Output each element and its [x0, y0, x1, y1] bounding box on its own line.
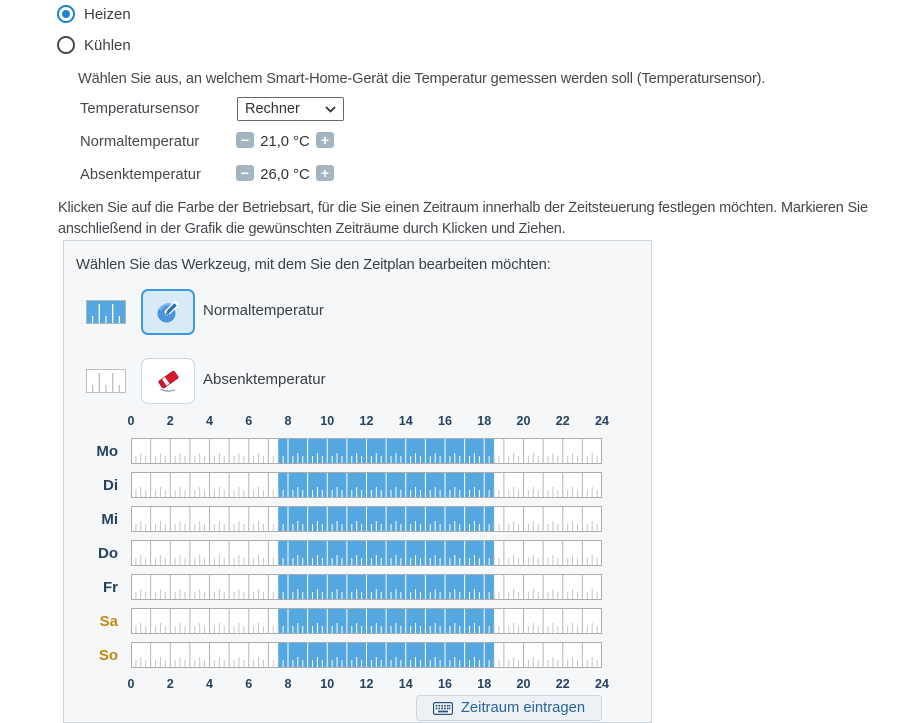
schedule-row-mi	[64, 506, 624, 532]
temperature-sensor-select[interactable]	[237, 97, 344, 121]
day-track-sa[interactable]	[131, 608, 602, 634]
day-track-mi[interactable]	[131, 506, 602, 532]
day-label-do: Do	[98, 544, 118, 562]
mode-radio-heizen[interactable]	[57, 5, 131, 23]
hour-label-16: 16	[438, 677, 452, 691]
schedule-instruction-text: Klicken Sie auf die Farbe der Betriebsart, für die Sie einen Zeitraum innerhalb der Zeitsteuerung festlegen möchten. Markieren Sie anschließend in der Grafik die gewünschten Zeiträume durch Klicken und Ziehen.	[58, 200, 868, 237]
hour-label-20: 20	[516, 414, 531, 428]
schedule-row-fr	[64, 574, 624, 600]
hour-label-2: 2	[166, 414, 174, 428]
day-track-so[interactable]	[131, 642, 602, 668]
day-label-di: Di	[103, 476, 118, 494]
hour-label-18: 18	[477, 414, 492, 428]
normaltemperatur-color-swatch[interactable]	[86, 300, 126, 324]
day-track-do[interactable]	[131, 540, 602, 566]
schedule-grid	[64, 411, 624, 696]
hour-label-22: 22	[555, 677, 570, 691]
absenktemperatur-color-swatch[interactable]	[86, 369, 126, 393]
hour-labels-top	[64, 411, 624, 438]
chevron-down-icon	[325, 106, 336, 113]
hour-label-24: 24	[595, 677, 609, 691]
hour-label-6: 6	[245, 414, 253, 428]
radio-icon	[57, 5, 75, 23]
hour-label-22: 22	[555, 414, 570, 428]
day-label-mo: Mo	[96, 442, 118, 460]
hour-label-0: 0	[127, 677, 135, 691]
hour-label-8: 8	[284, 414, 292, 428]
day-label-fr: Fr	[103, 578, 118, 596]
mode-radio-kuehlen[interactable]	[57, 36, 131, 54]
mode-radio-heizen-label: Heizen	[84, 5, 131, 23]
hour-label-4: 4	[206, 414, 213, 428]
absenk-temperature-value: 26,0 °C	[260, 167, 310, 183]
temperature-sensor-value: Rechner	[245, 101, 300, 117]
eraser-tool-button[interactable]	[141, 358, 195, 404]
schedule-row-sa	[64, 608, 624, 634]
schedule-row-do	[64, 540, 624, 566]
pen-tool-label: Normaltemperatur	[203, 302, 324, 319]
day-track-di[interactable]	[131, 472, 602, 498]
hour-label-10: 10	[320, 414, 335, 428]
day-label-so: So	[98, 646, 118, 664]
radio-icon	[57, 36, 75, 54]
hour-label-0: 0	[127, 414, 135, 428]
tool-row-absenktemperatur	[64, 358, 651, 404]
hour-label-12: 12	[359, 414, 374, 428]
schedule-row-so	[64, 642, 624, 668]
pen-tool-button[interactable]	[141, 289, 195, 335]
absenk-temperature-label: Absenktemperatur	[80, 167, 201, 183]
normal-temperature-minus-button[interactable]: −	[236, 132, 254, 148]
schedule-panel	[63, 240, 652, 723]
keyboard-icon	[433, 702, 453, 715]
hour-label-16: 16	[438, 414, 452, 428]
day-label-sa: Sa	[99, 612, 118, 630]
day-track-fr[interactable]	[131, 574, 602, 600]
temperature-sensor-label: Temperatursensor	[80, 101, 200, 117]
zeitraum-eintragen-button[interactable]	[416, 695, 602, 721]
hour-label-4: 4	[206, 677, 213, 691]
eraser-icon	[154, 369, 182, 393]
schedule-row-di	[64, 472, 624, 498]
hour-label-6: 6	[245, 677, 253, 691]
hour-label-14: 14	[398, 414, 413, 428]
eraser-tool-label: Absenktemperatur	[203, 371, 326, 388]
day-rows	[64, 438, 624, 668]
hour-label-14: 14	[398, 677, 413, 691]
normal-temperature-plus-button[interactable]: +	[316, 132, 334, 148]
sensor-hint-text: Wählen Sie aus, an welchem Smart-Home-Gerät die Temperatur gemessen werden soll (Temperatursensor).	[78, 71, 766, 87]
zeitraum-eintragen-label: Zeitraum eintragen	[460, 700, 586, 716]
hour-label-10: 10	[320, 677, 335, 691]
schedule-row-mo	[64, 438, 624, 464]
pen-icon	[155, 299, 181, 325]
tool-prompt-text: Wählen Sie das Werkzeug, mit dem Sie den Zeitplan bearbeiten möchten:	[76, 257, 551, 273]
day-track-mo[interactable]	[131, 438, 602, 464]
normal-temperature-value: 21,0 °C	[260, 134, 310, 150]
hour-label-2: 2	[166, 677, 174, 691]
absenk-temperature-minus-button[interactable]: −	[236, 165, 254, 181]
normal-temperature-label: Normaltemperatur	[80, 134, 200, 150]
day-label-mi: Mi	[101, 510, 118, 528]
absenk-temperature-plus-button[interactable]: +	[316, 165, 334, 181]
hour-labels-bottom	[64, 676, 624, 696]
hour-label-18: 18	[477, 677, 492, 691]
hour-label-8: 8	[284, 677, 292, 691]
mode-radio-kuehlen-label: Kühlen	[84, 36, 131, 54]
tool-row-normaltemperatur	[64, 289, 651, 335]
hour-label-20: 20	[516, 677, 531, 691]
hour-label-24: 24	[595, 414, 609, 428]
hour-label-12: 12	[359, 677, 374, 691]
